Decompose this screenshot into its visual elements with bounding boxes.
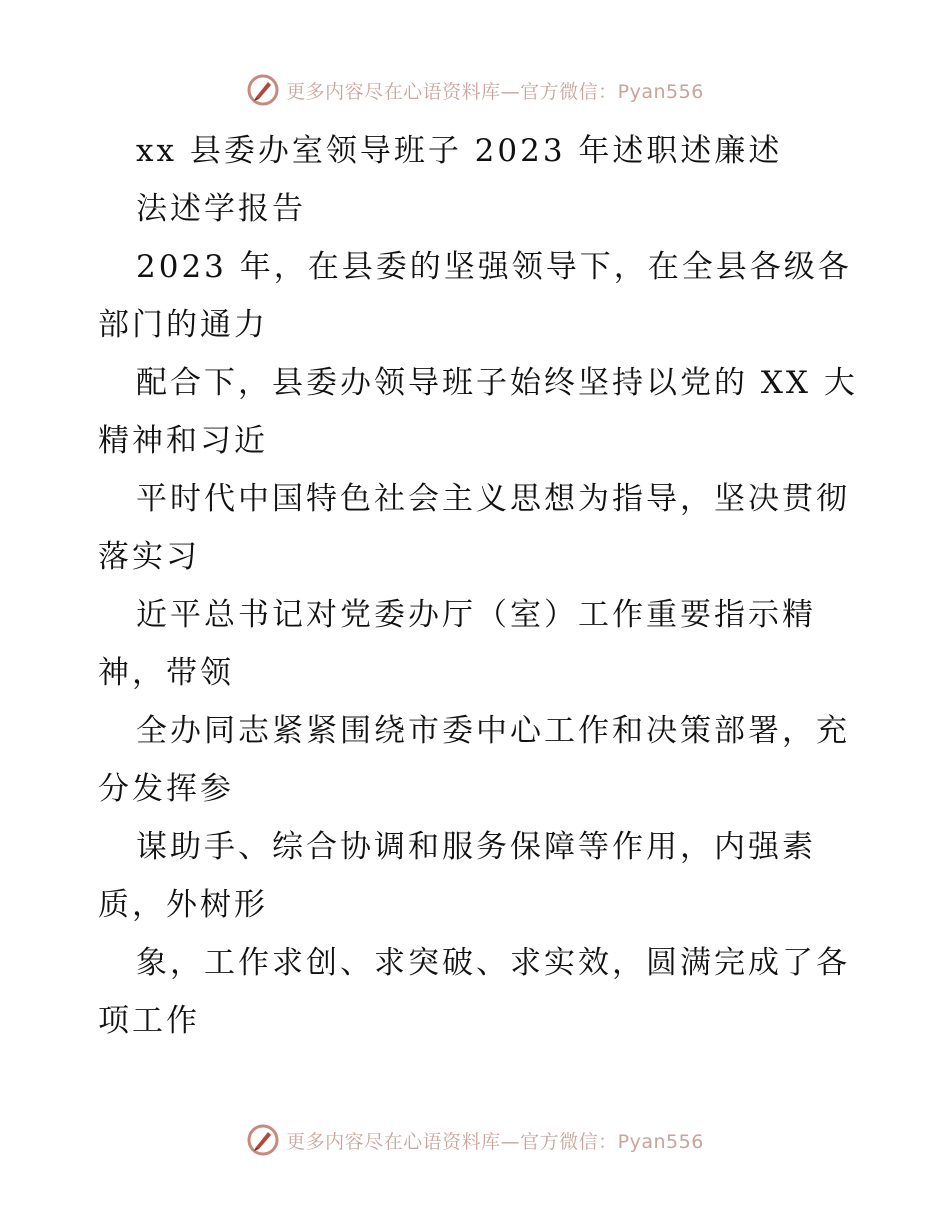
header-watermark [0, 70, 950, 110]
footer-watermark [0, 1120, 950, 1160]
text-line: 平时代中国特色社会主义思想为指导，坚决贯彻 [136, 481, 850, 517]
watermark-text: 更多内容尽在心语资料库—官方微信：Pyan556 [286, 1130, 704, 1153]
text-line: 分发挥参 [98, 771, 234, 807]
text-line: 全办同志紧紧围绕市委中心工作和决策部署，充 [136, 713, 850, 749]
text-line: 谋助手、综合协调和服务保障等作用，内强素 [136, 829, 816, 865]
text-line: 象，工作求创、求突破、求实效，圆满完成了各 [136, 945, 850, 981]
text-line: 质，外树形 [98, 887, 268, 923]
text-line: 配合下，县委办领导班子始终坚持以党的 XX 大 [136, 365, 858, 401]
text-line: 神，带领 [98, 655, 234, 691]
watermark-text: 更多内容尽在心语资料库—官方微信：Pyan556 [286, 80, 704, 103]
text-line: 近平总书记对党委办厅（室）工作重要指示精 [136, 597, 816, 633]
text-line: 部门的通力 [98, 307, 268, 343]
pen-logo-icon [246, 1123, 280, 1157]
text-line: 精神和习近 [98, 423, 268, 459]
pen-logo-icon [246, 73, 280, 107]
text-line: 落实习 [98, 539, 200, 575]
text-line: 法述学报告 [136, 191, 306, 227]
text-line: 2023 年，在县委的坚强领导下，在全县各级各 [136, 249, 852, 285]
document-body [98, 122, 878, 1050]
text-line: xx 县委办室领导班子 2023 年述职述廉述 [136, 133, 783, 169]
text-line: 项工作 [98, 1003, 200, 1039]
